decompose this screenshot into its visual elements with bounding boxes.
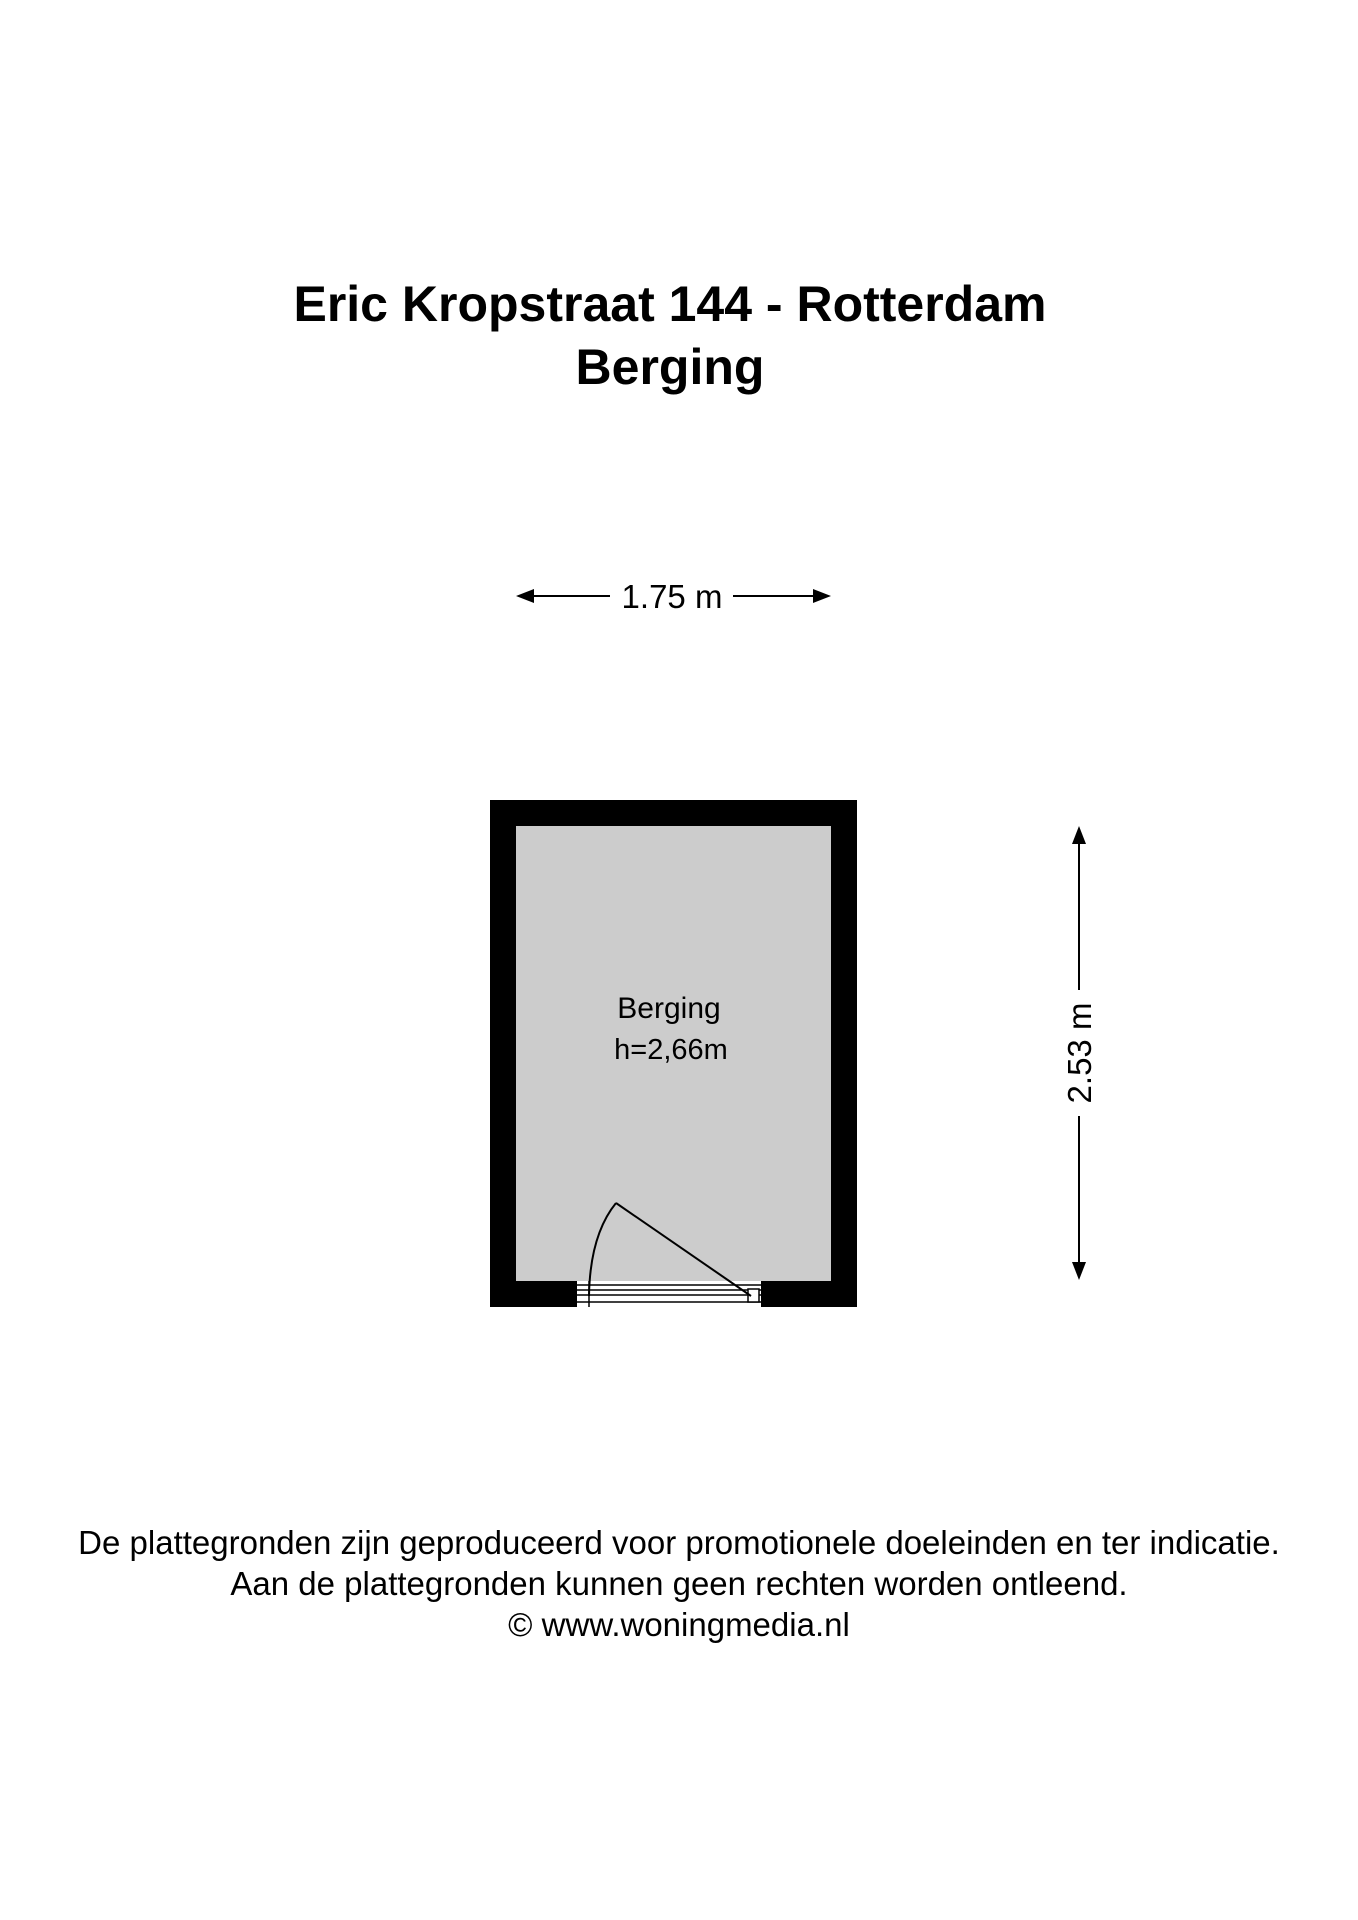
width-dimension-label: 1.75 m <box>621 578 723 615</box>
depth-dimension <box>1061 826 1098 1280</box>
copyright-line: © www.woningmedia.nl <box>508 1606 850 1643</box>
width-dimension <box>516 578 831 615</box>
room-height-label: h=2,66m <box>614 1034 728 1066</box>
plan-title: Eric Kropstraat 144 - Rotterdam <box>293 276 1047 332</box>
arrow-down-icon <box>1072 1262 1086 1280</box>
room-berging <box>490 800 857 1307</box>
disclaimer-line-2: Aan de plattegronden kunnen geen rechten worden ontleend. <box>230 1565 1128 1602</box>
room-name-label: Berging <box>617 992 721 1025</box>
arrow-right-icon <box>813 589 831 603</box>
arrow-left-icon <box>516 589 534 603</box>
depth-dimension-label: 2.53 m <box>1061 1002 1098 1104</box>
disclaimer-line-1: De plattegronden zijn geproduceerd voor promotionele doeleinden en ter indicatie. <box>78 1524 1280 1561</box>
floor-title: Berging <box>575 339 765 395</box>
arrow-up-icon <box>1072 826 1086 844</box>
